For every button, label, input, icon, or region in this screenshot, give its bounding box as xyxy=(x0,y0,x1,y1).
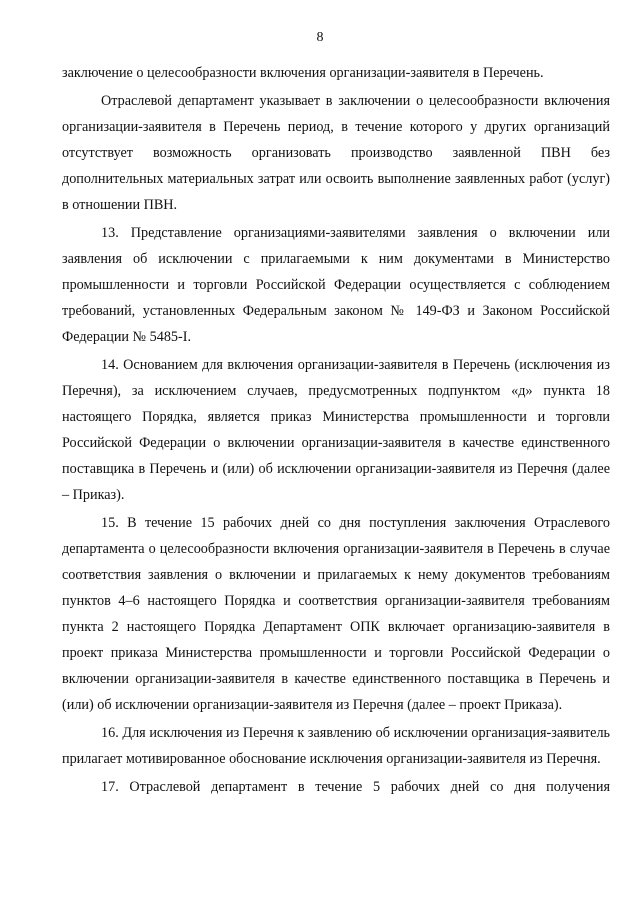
paragraph-item-16: 16. Для исключения из Перечня к заявлению об исключении организация-заявитель прилагает мотивированное обоснование исключения организации-заявителя из Перечня. xyxy=(62,725,610,767)
paragraph-item-13: 13. Представление организациями-заявителями заявления о включении или заявления об исключении с прилагаемыми к ним документами в Министерство промышленности и торговли Российской Федерации осуществляется с соблюдением требований, установленных Федеральным законом № 149-ФЗ и Законом Российской Федерации № 5485-I. xyxy=(62,225,610,345)
paragraph-item-17: 17. Отраслевой департамент в течение 5 рабочих дней со дня получения xyxy=(101,779,610,795)
paragraph-item-15: 15. В течение 15 рабочих дней со дня поступления заключения Отраслевого департамента о целесообразности включения организации-заявителя в Перечень в случае соответствия заявления о включении и прилагаемых к нему документов требованиям пунктов 4–6 настоящего Порядка и соответствия организации-заявителя требованиям пункта 2 настоящего Порядка Департамент ОПК включает организацию-заявителя в проект приказа Министерства промышленности и торговли Российской Федерации о включении организации-заявителя в качестве единственного поставщика в Перечень и (или) об исключении организации-заявителя из Перечня (далее – проект Приказа). xyxy=(62,515,610,713)
document-body xyxy=(62,60,610,800)
page-number: 8 xyxy=(316,30,324,45)
paragraph-continuation: заключение о целесообразности включения организации-заявителя в Перечень. xyxy=(62,65,544,81)
paragraph-item-14: 14. Основанием для включения организации-заявителя в Перечень (исключения из Перечня), за исключением случаев, предусмотренных подпунктом «д» пункта 18 настоящего Порядка, является приказ Министерства промышленности и торговли Российской Федерации о включении организации-заявителя в качестве единственного поставщика в Перечень и (или) об исключении организации-заявителя из Перечня (далее – Приказ). xyxy=(62,357,610,503)
paragraph-sectoral-department-conclusion: Отраслевой департамент указывает в заключении о целесообразности включения организации-заявителя в Перечень период, в течение которого у других организаций отсутствует возможность организовать производство заявленной ПВН без дополнительных материальных затрат или освоить выполнение заявленных работ (услуг) в отношении ПВН. xyxy=(62,93,610,213)
